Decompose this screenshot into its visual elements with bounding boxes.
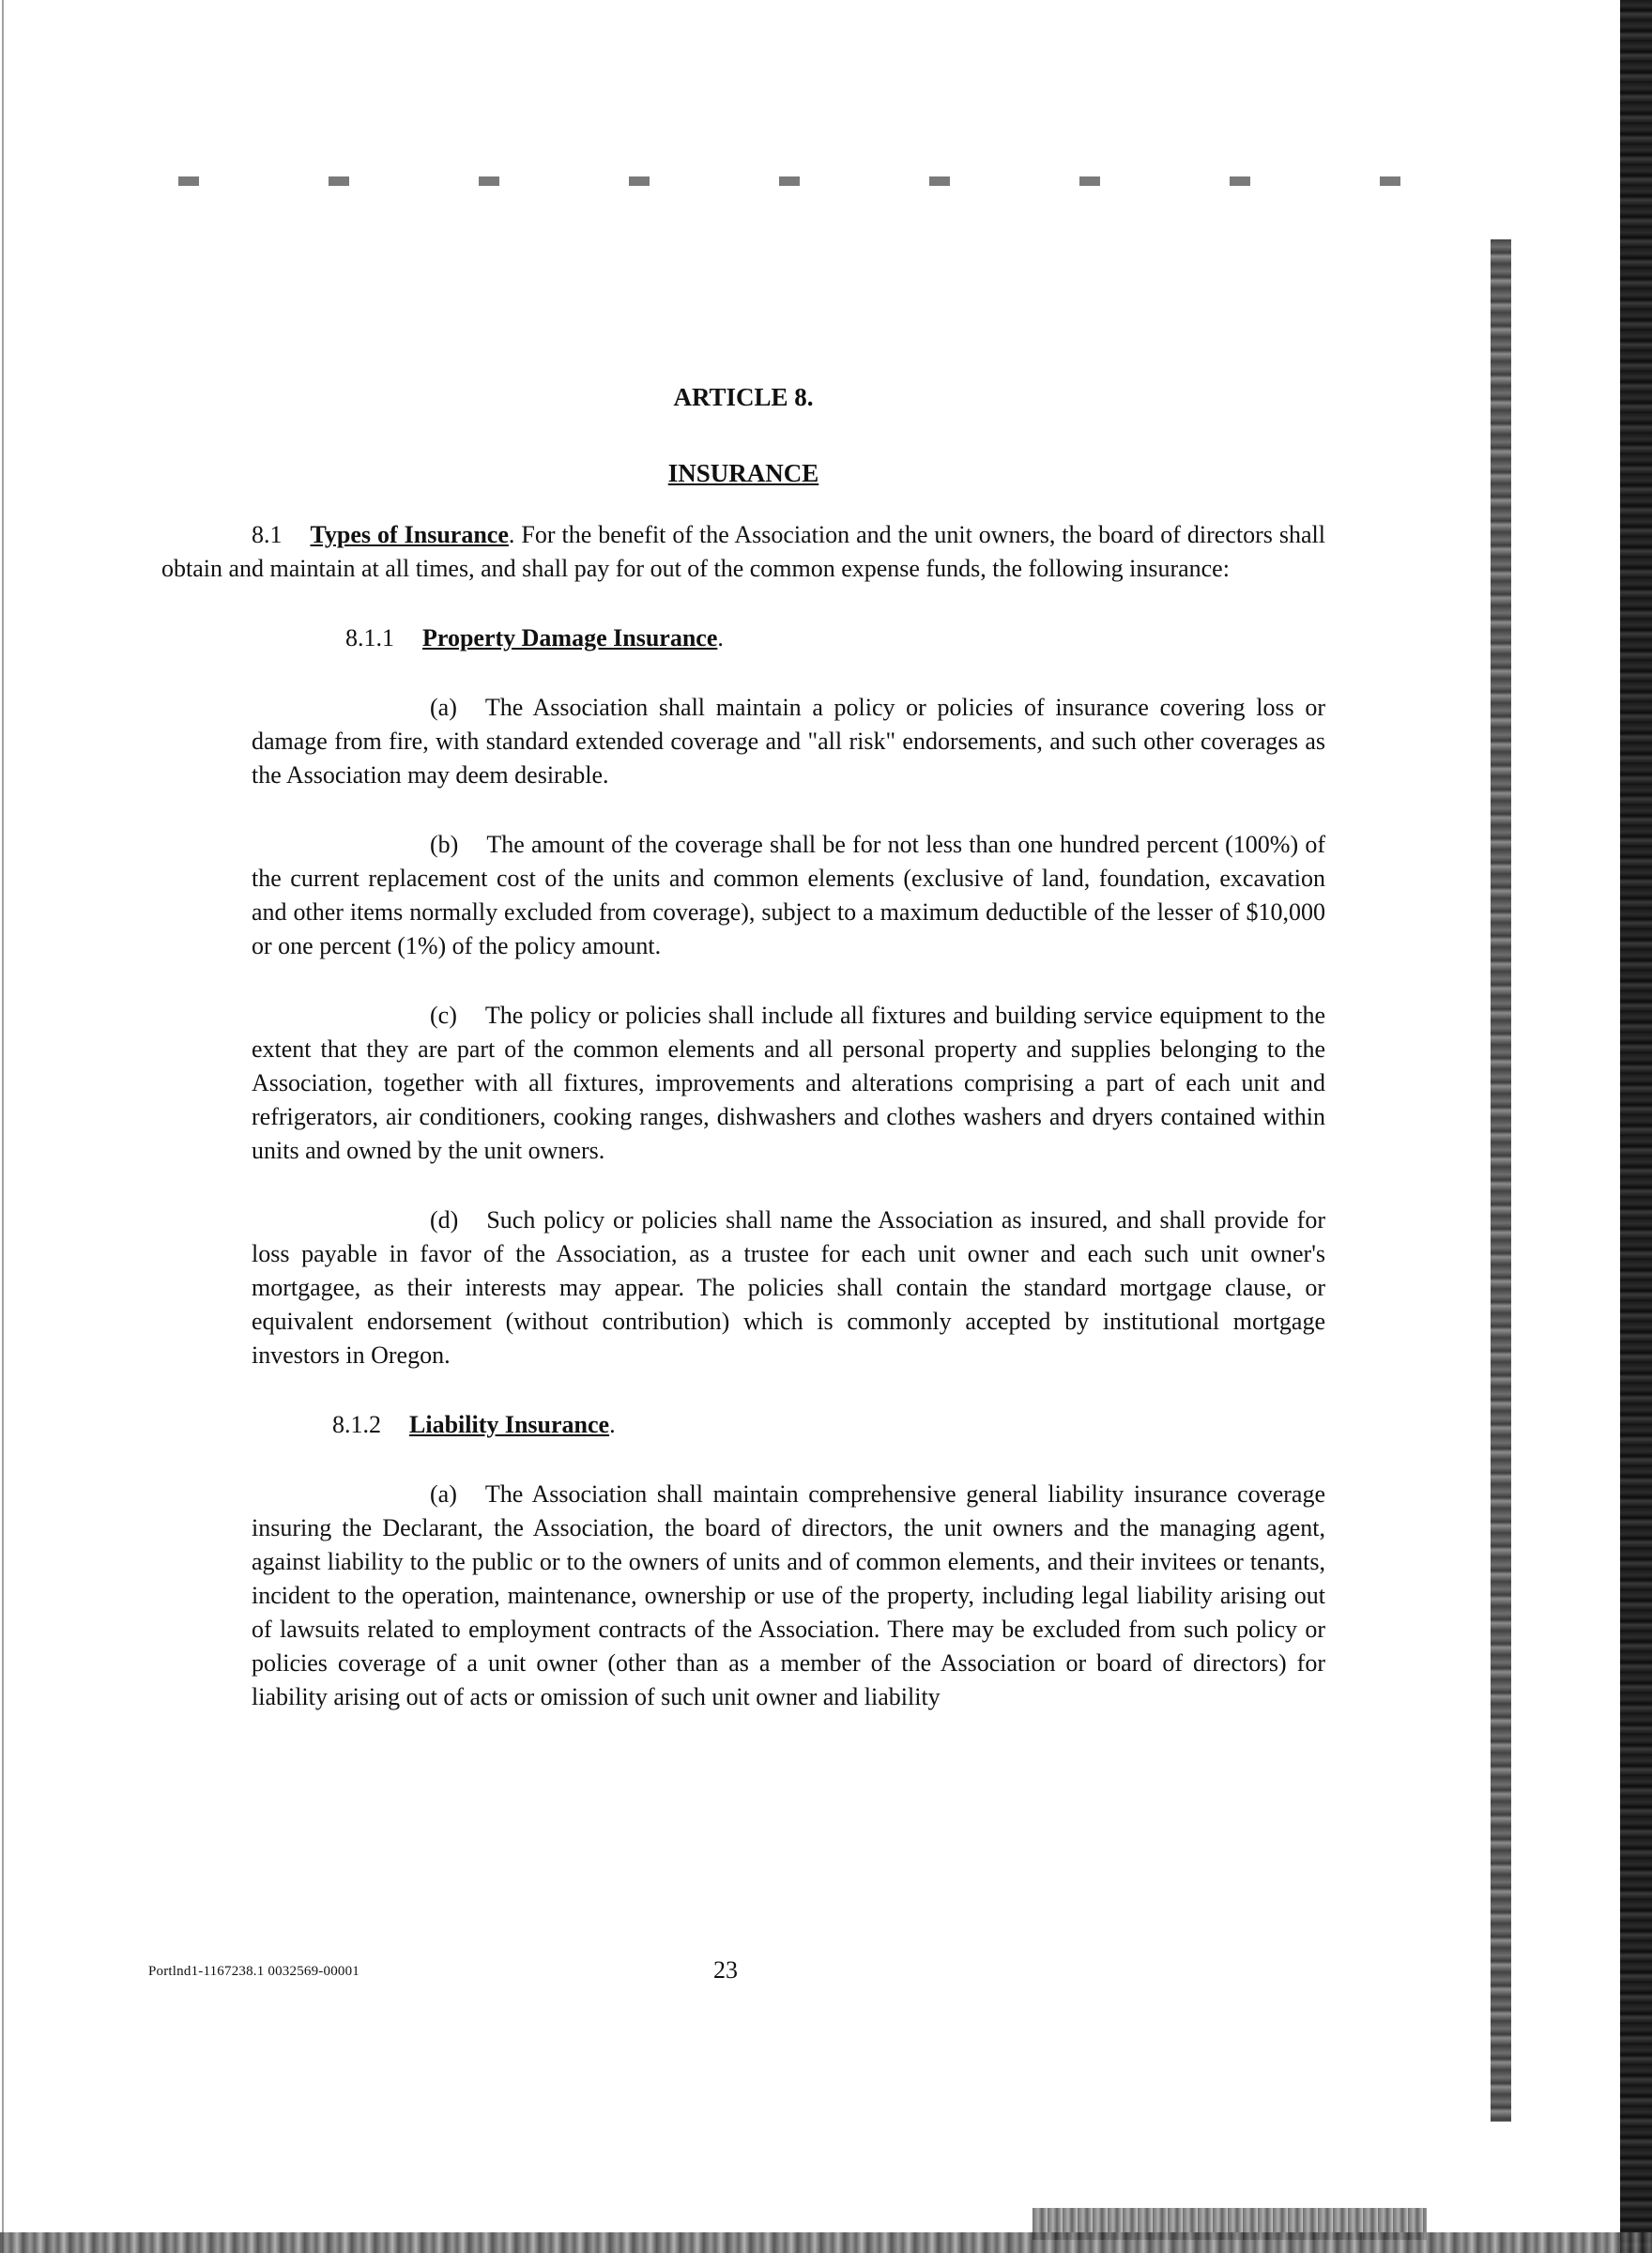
paragraph-text: The Association shall maintain a policy or policies of insurance covering loss or damage from fire, with standard extended coverage and "all risk" endorsements, and such other coverages as the Association may deem desirable. — [252, 694, 1325, 789]
section-number: 8.1 — [252, 521, 283, 548]
scan-left-edge — [2, 0, 4, 2253]
scan-top-marks — [122, 176, 1455, 186]
scan-right-edge — [1620, 0, 1652, 2253]
paragraph-text: The amount of the coverage shall be for not less than one hundred percent (100%) of the current replacement cost of the units and common elements (exclusive of land, foundation, excavation and other items normally excluded from coverage), subject to a maximum deductible of the lesser of $10,000 or one percent (1%) of the policy amount. — [252, 831, 1325, 959]
paragraph-label: (d) — [430, 1206, 459, 1234]
article-heading: ARTICLE 8. — [673, 383, 814, 411]
section-heading: Liability Insurance — [409, 1411, 610, 1438]
page-number: 23 — [713, 1956, 738, 1984]
section-8-1 — [161, 518, 1325, 586]
section-number: 8.1.2 — [332, 1411, 381, 1438]
paragraph-8-1-2-a — [161, 1478, 1325, 1714]
paragraph-8-1-1-a — [161, 691, 1325, 792]
scan-bottom-edge — [0, 2232, 1652, 2253]
section-8-1-2 — [161, 1408, 1325, 1442]
document-body — [161, 380, 1325, 1714]
section-text: . For the benefit of the Association and the unit owners, the board of directors shall obtain and maintain at all times, and shall pay for out of the common expense funds, the following insurance: — [161, 521, 1325, 582]
paragraph-8-1-1-c — [161, 999, 1325, 1168]
article-title: INSURANCE — [667, 459, 819, 487]
paragraph-text: The Association shall maintain comprehensive general liability insurance coverage insuring the Declarant, the Association, the board of directors, the unit owners and the managing agent, against liability to the public or to the owners of units and of common elements, and their invitees or tenants, incident to the operation, maintenance, ownership or use of the property, including legal liability arising out of lawsuits related to employment contracts of the Association. There may be excluded from such policy or policies coverage of a unit owner (other than as a member of the Association or board of directors) for liability arising out of acts or omission of such unit owner and liability — [252, 1480, 1325, 1710]
section-trail: . — [717, 624, 724, 651]
document-code: Portlnd1-1167238.1 0032569-00001 — [148, 1964, 360, 1979]
paragraph-label: (c) — [430, 1002, 457, 1029]
paragraph-8-1-1-b — [161, 828, 1325, 963]
paragraph-label: (a) — [430, 694, 457, 721]
paragraph-8-1-1-d — [161, 1203, 1325, 1372]
section-number: 8.1.1 — [345, 624, 394, 651]
scan-right-strip — [1491, 239, 1511, 2122]
paragraph-text: Such policy or policies shall name the Association as insured, and shall provide for loss payable in favor of the Association, as a trustee for each unit owner and each such unit owner's mortgagee, as their interests may appear. The policies shall contain the standard mortgage clause, or equivalent endorsement (without contribution) which is commonly accepted by institutional mortgage investors in Oregon. — [252, 1206, 1325, 1369]
paragraph-label: (b) — [430, 831, 459, 858]
section-heading: Property Damage Insurance — [422, 624, 718, 651]
section-trail: . — [609, 1411, 616, 1438]
paragraph-text: The policy or policies shall include all fixtures and building service equipment to the extent that they are part of the common elements and all personal property and supplies belonging to the Association, together with all fixtures, improvements and alterations comprising a part of each unit and refrigerators, air conditioners, cooking ranges, dishwashers and clothes washers and dryers contained within units and owned by the unit owners. — [252, 1002, 1325, 1164]
section-8-1-1 — [161, 621, 1325, 655]
paragraph-label: (a) — [430, 1480, 457, 1508]
section-heading: Types of Insurance — [310, 521, 509, 548]
